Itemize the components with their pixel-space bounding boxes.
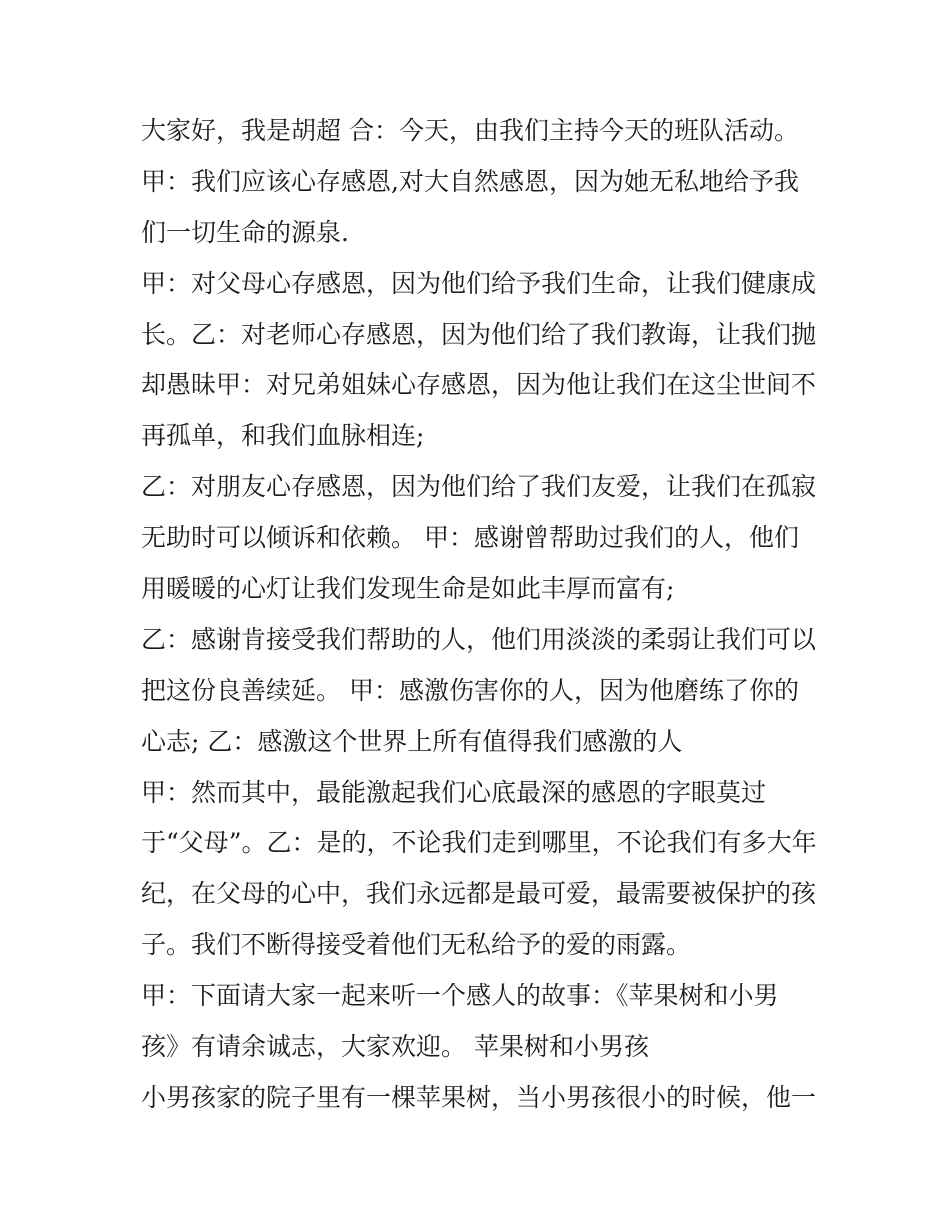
text-line-14: 甲：然而其中，最能激起我们心底最深的感恩的字眼莫过 (141, 777, 767, 807)
text-line-13: 心志; 乙：感激这个世界上所有值得我们感激的人 (141, 726, 683, 756)
text-line-10: 用暖暖的心灯让我们发现生命是如此丰厚而富有; (141, 574, 675, 604)
text-line-8: 乙：对朋友心存感恩，因为他们给了我们友爱，让我们在孤寂 (141, 472, 817, 502)
text-line-9: 无助时可以倾诉和依赖。 甲：感谢曾帮助过我们的人，他们 (141, 523, 799, 553)
text-line-11: 乙：感谢肯接受我们帮助的人，他们用淡淡的柔弱让我们可以 (141, 624, 817, 654)
text-line-1: 大家好，我是胡超 合：今天，由我们主持今天的班队活动。 (141, 116, 799, 145)
text-line-4: 甲：对父母心存感恩，因为他们给予我们生命，让我们健康成 (141, 268, 817, 298)
text-line-3: 们一切生命的源泉. (141, 217, 349, 247)
document-body (141, 106, 821, 1124)
text-line-7: 再孤单，和我们血脉相连; (141, 421, 425, 451)
text-line-12: 把这份良善续延。 甲：感激伤害你的人，因为他磨练了你的 (141, 675, 799, 705)
text-line-19: 孩》有请余诚志，大家欢迎。 苹果树和小男孩 (141, 1032, 649, 1062)
text-line-15: 于“父母”。乙：是的，不论我们走到哪里，不论我们有多大年 (141, 828, 817, 858)
text-line-6: 却愚昧甲：对兄弟姐妹心存感恩，因为他让我们在这尘世间不 (141, 370, 817, 400)
text-line-16: 纪，在父母的心中，我们永远都是最可爱，最需要被保护的孩 (141, 879, 817, 909)
text-line-17: 子。我们不断得接受着他们无私给予的爱的雨露。 (141, 930, 692, 960)
text-line-5: 长。乙：对老师心存感恩，因为他们给了我们教诲，让我们抛 (141, 319, 817, 349)
text-line-2: 甲：我们应该心存感恩,对大自然感恩，因为她无私地给予我 (141, 166, 799, 196)
text-line-20: 小男孩家的院子里有一棵苹果树，当小男孩很小的时候，他一 (141, 1082, 817, 1112)
text-line-18: 甲：下面请大家一起来听一个感人的故事：《苹果树和小男 (141, 981, 779, 1011)
